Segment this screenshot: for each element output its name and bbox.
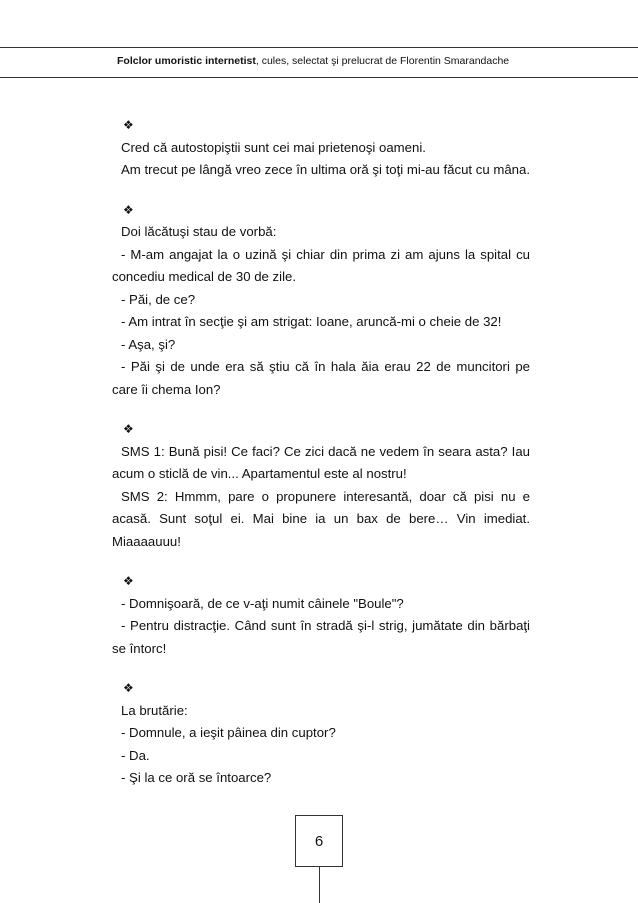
- paragraph: - M-am angajat la o uzină şi chiar din prima zi am ajuns la spital cu concediu medical de 30 de zile.: [112, 246, 530, 284]
- joke-block: [112, 570, 530, 660]
- joke-block: [112, 418, 530, 553]
- paragraph: - Aşa, şi?: [121, 336, 176, 352]
- header-title-bold: Folclor umoristic internetist: [117, 55, 256, 67]
- paragraph: - Păi, de ce?: [121, 291, 196, 307]
- paragraph: Am trecut pe lângă vreo zece în ultima oră şi toţi mi-au făcut cu mâna.: [121, 162, 530, 177]
- joke-block: [112, 114, 530, 182]
- paragraph: Doi lăcătuşi stau de vorbă:: [121, 224, 277, 239]
- diamond-bullet-icon: ❖: [123, 118, 134, 132]
- running-header: [0, 47, 638, 78]
- diamond-bullet-icon: ❖: [123, 422, 134, 436]
- paragraph: - Pentru distracţie. Când sunt în stradă şi-l strig, jumătate din bărbaţi se întorc!: [112, 618, 530, 656]
- paragraph: - Domnule, a ieşit pâinea din cuptor?: [121, 725, 336, 740]
- diamond-bullet-icon: ❖: [123, 202, 134, 217]
- page-body: [112, 114, 530, 807]
- paragraph: SMS 1: Bună pisi! Ce faci? Ce zici dacă ne vedem în seara asta? Iau acum o sticlă de vin... Apartamentul este al nostru!: [112, 443, 530, 481]
- page-number-box: [295, 815, 343, 867]
- paragraph: Cred că autostopiştii sunt cei mai prietenoşi oameni.: [121, 139, 426, 155]
- paragraph: SMS 2: Hmmm, pare o propunere interesantă, doar că pisi nu e acasă. Sunt soţul ei. Mai bine ia un bax de bere… Vin imediat. Miaaaauuu!: [112, 488, 530, 549]
- paragraph: - Păi şi de unde era să ştiu că în hala ăia erau 22 de muncitori pe care îi chema Ion?: [112, 359, 530, 397]
- paragraph: - Şi la ce oră se întoarce?: [121, 770, 272, 785]
- diamond-bullet-icon: ❖: [123, 574, 134, 588]
- paragraph: - Am intrat în secţie şi am strigat: Ioane, aruncă-mi o cheie de 32!: [121, 314, 502, 329]
- paragraph: - Domnişoară, de ce v-aţi numit câinele "Boule"?: [121, 595, 404, 611]
- diamond-bullet-icon: ❖: [123, 681, 134, 695]
- page-number: 6: [314, 832, 324, 850]
- header-title-rest: , cules, selectat şi prelucrat de Florentin Smarandache: [255, 55, 510, 67]
- header-title: [117, 55, 509, 67]
- footer-divider: [319, 866, 320, 903]
- joke-block: [112, 677, 530, 790]
- paragraph: - Da.: [121, 747, 150, 763]
- joke-block: [112, 199, 530, 402]
- paragraph: La brutărie:: [121, 702, 188, 718]
